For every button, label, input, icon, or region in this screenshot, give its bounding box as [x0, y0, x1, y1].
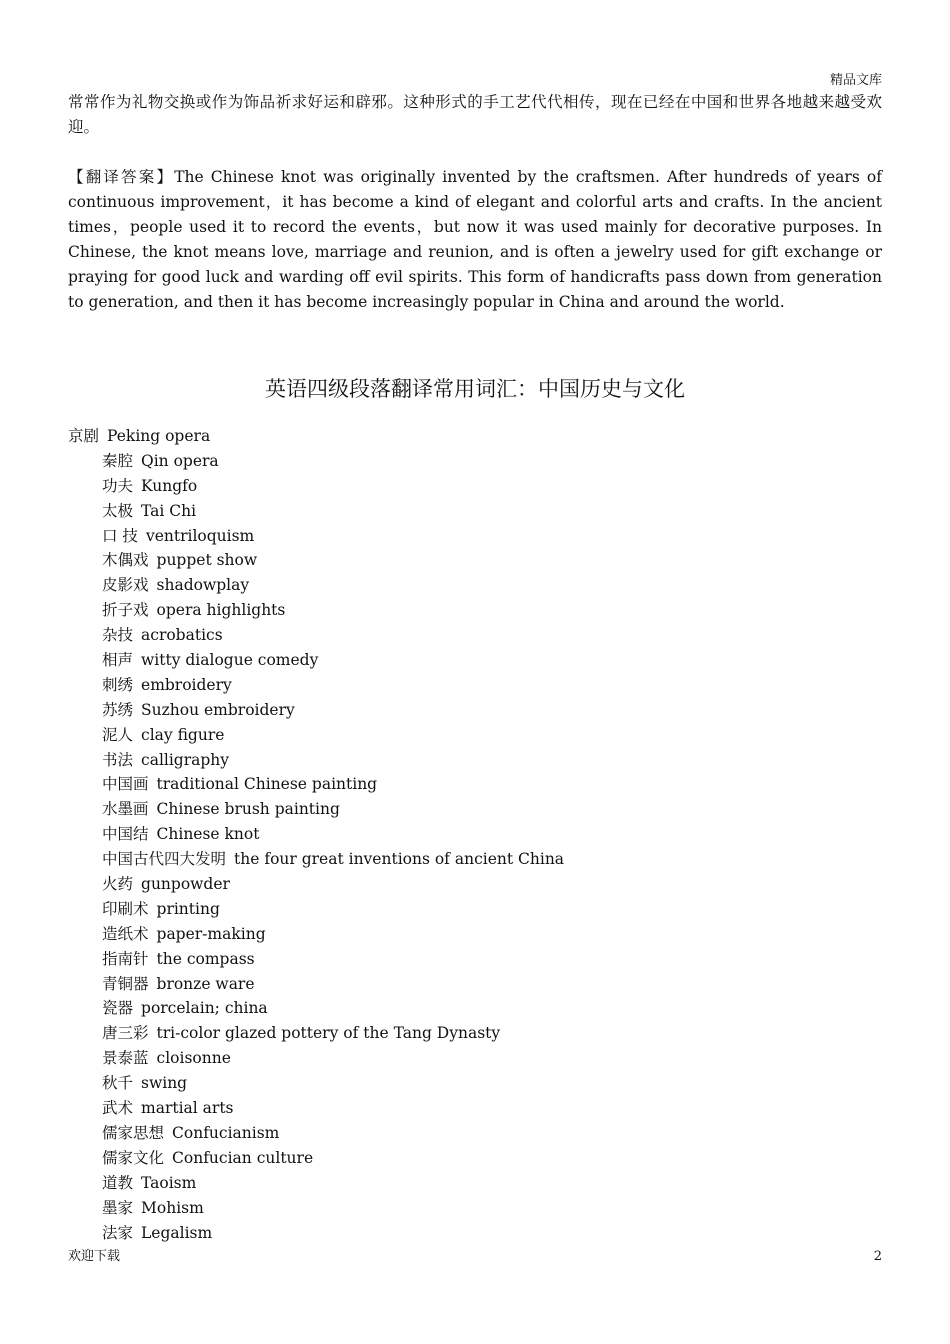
vocab-en: calligraphy [141, 750, 230, 769]
vocab-item [68, 598, 882, 623]
vocab-item [68, 772, 882, 797]
vocab-item [68, 1021, 882, 1046]
vocab-item [68, 623, 882, 648]
vocab-en: Kungfo [141, 476, 198, 495]
vocab-en: Chinese knot [156, 825, 260, 844]
vocab-en: embroidery [141, 675, 232, 694]
vocab-item [68, 449, 882, 474]
vocab-zh: 秦腔 [102, 451, 134, 470]
vocab-zh: 功夫 [102, 476, 134, 495]
vocab-item [68, 1121, 882, 1146]
header-label: 精品文库 [829, 73, 882, 88]
vocab-item [68, 499, 882, 524]
vocab-en: Suzhou embroidery [141, 700, 295, 719]
vocab-en: witty dialogue comedy [141, 651, 319, 670]
footer-label: 欢迎下载 [68, 1249, 121, 1264]
vocab-item [68, 1171, 882, 1196]
vocab-item [68, 797, 882, 822]
vocab-en: acrobatics [141, 626, 223, 645]
vocab-en: traditional Chinese painting [156, 775, 378, 794]
vocab-zh: 杂技 [102, 626, 134, 645]
vocab-en: tri-color glazed pottery of the Tang Dynasty [156, 1024, 501, 1043]
vocab-en: Confucianism [172, 1123, 280, 1142]
vocab-en: Confucian culture [172, 1148, 314, 1167]
vocab-item [68, 922, 882, 947]
vocab-zh: 道教 [102, 1173, 134, 1192]
vocab-item [68, 723, 882, 748]
vocab-item [68, 648, 882, 673]
vocab-zh: 儒家思想 [102, 1123, 165, 1142]
vocab-zh: 武术 [102, 1099, 134, 1118]
vocab-en: clay figure [141, 725, 225, 744]
vocab-en: bronze ware [156, 974, 255, 993]
vocab-en: Tai Chi [141, 501, 197, 520]
chinese-paragraph: 常常作为礼物交换或作为饰品祈求好运和辟邪。这种形式的手工艺代代相传，现在已经在中国和世界各地越来越受欢迎。 [68, 93, 882, 136]
vocab-item [68, 1221, 882, 1246]
vocab-zh: 中国古代四大发明 [102, 850, 227, 869]
vocab-item [68, 947, 882, 972]
section-title: 英语四级段落翻译常用词汇：中国历史与文化 [265, 377, 685, 401]
vocab-zh: 儒家文化 [102, 1148, 165, 1167]
vocab-en: the four great inventions of ancient China [234, 850, 565, 869]
vocab-list [68, 424, 882, 1245]
vocab-item [68, 1196, 882, 1221]
vocab-en: swing [141, 1074, 188, 1093]
vocab-zh: 瓷器 [102, 999, 134, 1018]
vocab-en: the compass [156, 949, 255, 968]
vocab-en: porcelain; china [141, 999, 268, 1018]
vocab-zh: 书法 [102, 750, 134, 769]
vocab-item [68, 1096, 882, 1121]
vocab-item [68, 996, 882, 1021]
vocab-en: gunpowder [141, 875, 230, 894]
vocab-item [68, 698, 882, 723]
vocab-item [68, 847, 882, 872]
vocab-en: puppet show [156, 551, 258, 570]
vocab-zh: 指南针 [102, 949, 149, 968]
vocab-en: printing [156, 899, 220, 918]
vocab-en: ventriloquism [145, 526, 255, 545]
vocab-item [68, 822, 882, 847]
vocab-zh: 唐三彩 [102, 1024, 149, 1043]
translation-answer [68, 165, 882, 315]
vocab-item [68, 872, 882, 897]
vocab-en: martial arts [141, 1099, 234, 1118]
vocab-zh: 折子戏 [102, 601, 149, 620]
vocab-en: opera highlights [156, 601, 286, 620]
vocab-zh: 口 技 [102, 526, 138, 545]
vocab-en: shadowplay [156, 576, 250, 595]
vocab-item [68, 673, 882, 698]
vocab-en: Legalism [141, 1223, 213, 1242]
vocab-item [68, 897, 882, 922]
vocab-zh: 水墨画 [102, 800, 149, 819]
vocab-zh: 火药 [102, 875, 134, 894]
vocab-zh: 泥人 [102, 725, 134, 744]
vocab-zh: 京剧 [68, 427, 100, 445]
vocab-en: Chinese brush painting [156, 800, 340, 819]
vocab-zh: 刺绣 [102, 675, 134, 694]
vocab-zh: 中国画 [102, 775, 149, 794]
vocab-zh: 木偶戏 [102, 551, 149, 570]
vocab-item [68, 573, 882, 598]
vocab-item [68, 424, 882, 449]
vocab-zh: 法家 [102, 1223, 134, 1242]
translation-prefix: 【翻译答案】 [68, 168, 175, 186]
vocab-zh: 印刷术 [102, 899, 149, 918]
vocab-item [68, 1071, 882, 1096]
vocab-en: Peking opera [107, 427, 211, 445]
vocab-zh: 造纸术 [102, 924, 149, 943]
vocab-en: Mohism [141, 1198, 204, 1217]
vocab-zh: 皮影戏 [102, 576, 149, 595]
vocab-item [68, 548, 882, 573]
vocab-zh: 太极 [102, 501, 134, 520]
vocab-zh: 秋千 [102, 1074, 134, 1093]
vocab-item [68, 524, 882, 549]
vocab-item [68, 972, 882, 997]
vocab-en: cloisonne [156, 1049, 231, 1068]
vocab-item [68, 474, 882, 499]
translation-text: The Chinese knot was originally invented by the craftsmen. After hundreds of years of continuous improvement，it has become a kind of elegant and colorful arts and crafts. In the ancient times，people used it to record the events，but now it was used mainly for decorative purposes. In Chinese, the knot means love, marriage and reunion, and is often a jewelry used for gift exchange or praying for good luck and warding off evil spirits. This form of handicrafts pass down from generation to generation, and then it has become increasingly popular in China and around the world. [68, 168, 882, 311]
vocab-zh: 苏绣 [102, 700, 134, 719]
vocab-item [68, 1146, 882, 1171]
vocab-en: paper-making [156, 924, 266, 943]
vocab-zh: 景泰蓝 [102, 1049, 149, 1068]
vocab-zh: 青铜器 [102, 974, 149, 993]
vocab-en: Taoism [141, 1173, 197, 1192]
vocab-item [68, 748, 882, 773]
vocab-zh: 中国结 [102, 825, 149, 844]
vocab-item [68, 1046, 882, 1071]
vocab-zh: 相声 [102, 651, 134, 670]
page-number: 2 [873, 1249, 882, 1264]
vocab-zh: 墨家 [102, 1198, 134, 1217]
vocab-en: Qin opera [141, 451, 219, 470]
